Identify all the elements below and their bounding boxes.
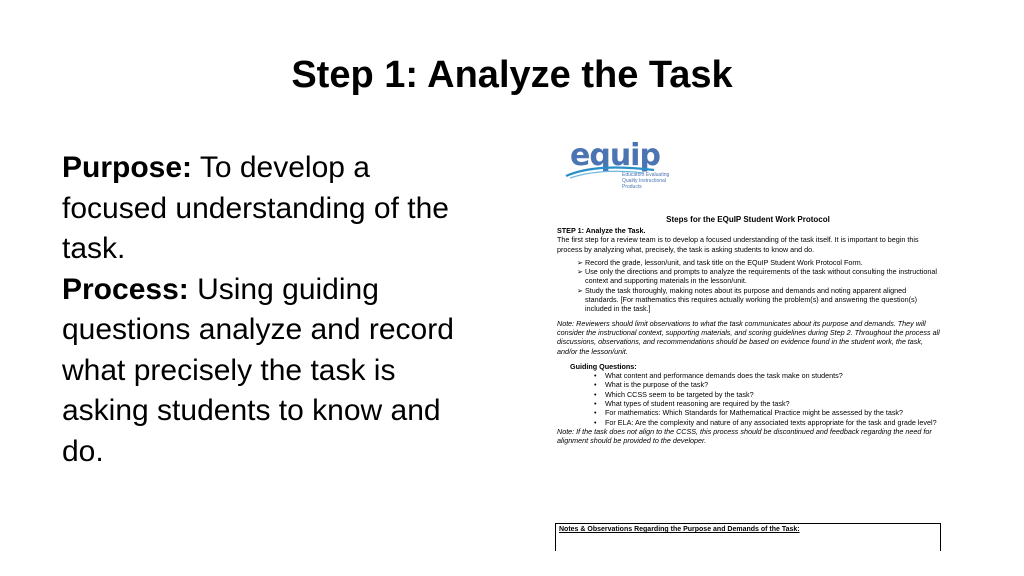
notes-box: Notes & Observations Regarding the Purpose and Demands of the Task: (555, 523, 941, 551)
step-bullets (557, 258, 941, 314)
doc-title: Steps for the EQuIP Student Work Protocol (666, 215, 830, 224)
process-paragraph (62, 270, 462, 473)
process-text: Using guiding questions analyze and record what precisely the task is asking students to know and do. (62, 272, 454, 468)
list-item: • For mathematics: Which Standards for Mathematical Practice might be assessed by the task? (594, 408, 904, 418)
question-list (570, 371, 941, 427)
protocol-document-image (552, 138, 944, 558)
arrow-bullet-icon: ➢ (577, 285, 584, 295)
intro-text: The first step for a review team is to develop a focused understanding of the task itself. It is important to begin this process by analyzing what, precisely, the task is asking students to know and do. (557, 235, 919, 254)
list-item: • What types of student reasoning are required by the task? (594, 399, 790, 409)
alignment-note: Note: If the task does not align to the CCSS, this process should be discontinued and feedback regarding the need for alignment should be provided to the developer. (557, 426, 932, 446)
guiding-questions-heading: Guiding Questions: (570, 361, 637, 371)
arrow-bullet-icon: ➢ (577, 257, 584, 267)
list-item: ➢ Study the task thoroughly, making notes about its purpose and demands and noting apparent aligned standards. [For mathematics this requires actually working the problem(s) and answering the question(s) included in the task.] (577, 285, 917, 314)
doc-content (557, 226, 941, 446)
purpose-paragraph (62, 148, 462, 270)
list-item: ➢ Record the grade, lesson/unit, and task title on the EQuIP Student Work Protocol Form. (577, 257, 863, 267)
purpose-text: To develop a focused understanding of the task. (62, 151, 449, 265)
equip-logo (564, 138, 670, 190)
dot-bullet-icon: • (594, 417, 597, 427)
dot-bullet-icon: • (594, 399, 597, 409)
slide-title: Step 1: Analyze the Task (291, 54, 733, 96)
logo-tagline: Educators Evaluating Quality Instructional Products (622, 172, 670, 190)
arrow-bullet-icon: ➢ (577, 267, 584, 277)
body-text (62, 148, 462, 472)
dot-bullet-icon: • (594, 371, 597, 381)
process-label: Process: (62, 272, 189, 306)
list-item: ➢ Use only the directions and prompts to analyze the requirements of the task without consulting the instructional context and supporting materials in the lesson/unit. (577, 267, 937, 286)
list-item: • What is the purpose of the task? (594, 380, 709, 390)
purpose-label: Purpose: (62, 151, 193, 184)
step-heading: STEP 1: Analyze the Task. (557, 226, 646, 235)
logo-word: equip (570, 138, 660, 173)
list-item: • Which CCSS seem to be targeted by the task? (594, 389, 754, 399)
list-item: • For ELA: Are the complexity and nature of any associated texts appropriate for the task and grade level? (594, 417, 937, 427)
dot-bullet-icon: • (594, 389, 597, 399)
list-item: • What content and performance demands does the task make on students? (594, 371, 843, 381)
reviewer-note: Note: Reviewers should limit observations to what the task communicates about its purpose and demands. They will consider the instructional context, supporting materials, and scoring guidelines during Step 2. Throughout the process all discussions, observations, and recommendations should be based on evidence found in the student work, the task, and/or the lesson/unit. (557, 318, 940, 356)
dot-bullet-icon: • (594, 408, 597, 418)
dot-bullet-icon: • (594, 380, 597, 390)
guiding-questions (557, 362, 941, 427)
